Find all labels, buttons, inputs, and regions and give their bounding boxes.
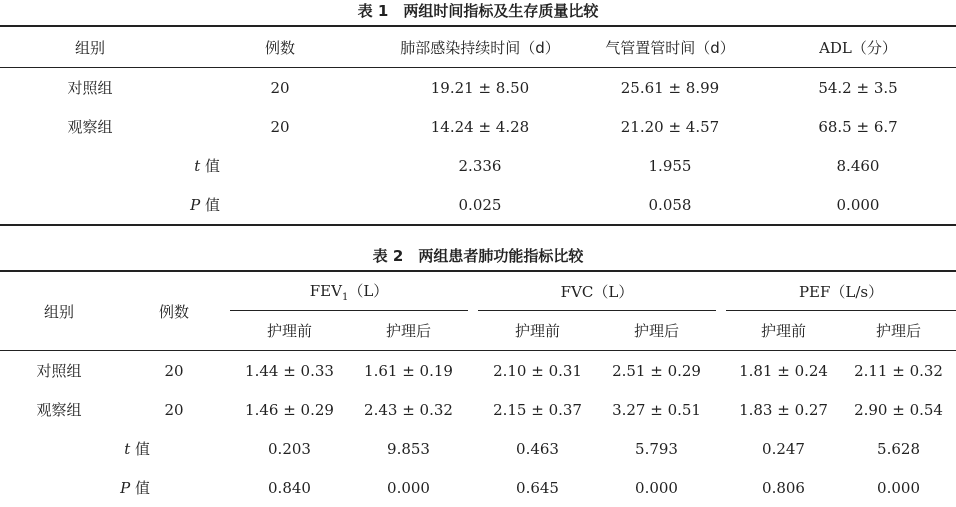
p-value-row	[0, 185, 956, 225]
p-value-row	[0, 468, 956, 507]
p-value-label: P 值	[190, 196, 220, 214]
table2-header-fvc: FVC（L）	[478, 271, 716, 311]
t-value-label: t 值	[194, 157, 220, 175]
value-cell: 0.025	[458, 195, 502, 214]
group-cell: 观察组	[36, 401, 82, 419]
value-cell: 0.203	[268, 439, 311, 458]
value-cell: 0.247	[762, 439, 805, 458]
table2-header-row	[0, 271, 956, 311]
value-cell: 2.43 ± 0.32	[364, 400, 453, 419]
n-cell: 20	[270, 117, 290, 136]
subheader-after: 护理后	[841, 311, 956, 351]
t-value-label: t 值	[124, 440, 150, 458]
table2-header-fev1: $FEV_1(L)$	[230, 271, 468, 311]
table2-header-n: 例数	[118, 271, 230, 351]
table1-header-infection-duration: 肺部感染持续时间（d）	[380, 26, 580, 68]
subheader-before: 护理前	[230, 311, 349, 351]
value-cell: 1.955	[648, 156, 692, 175]
value-cell: 9.853	[387, 439, 430, 458]
value-cell: 1.81 ± 0.24	[739, 361, 828, 380]
t-value-row	[0, 429, 956, 468]
value-cell: 2.90 ± 0.54	[854, 400, 943, 419]
value-cell: 0.058	[648, 195, 692, 214]
value-cell: 14.24 ± 4.28	[430, 117, 530, 136]
table1-header-adl: ADL（分）	[760, 26, 956, 68]
table2	[0, 270, 956, 507]
subheader-after: 护理后	[349, 311, 468, 351]
table1-header-n: 例数	[180, 26, 380, 68]
value-cell: 1.44 ± 0.33	[245, 361, 334, 380]
value-cell: 1.83 ± 0.27	[739, 400, 828, 419]
value-cell: 0.645	[516, 478, 559, 497]
p-value-label: P 值	[120, 479, 150, 497]
table1-header-row	[0, 26, 956, 68]
table1-caption: 表 1 两组时间指标及生存质量比较	[357, 2, 599, 20]
n-cell: 20	[164, 400, 184, 419]
value-cell: 0.000	[387, 478, 430, 497]
subheader-before: 护理前	[726, 311, 841, 351]
value-cell: 21.20 ± 4.57	[620, 117, 720, 136]
value-cell: 0.000	[836, 195, 880, 214]
value-cell: 5.628	[877, 439, 920, 458]
table-row	[0, 390, 956, 429]
value-cell: 2.15 ± 0.37	[493, 400, 582, 419]
subheader-after: 护理后	[597, 311, 716, 351]
table1-header-intubation-time: 气管置管时间（d）	[580, 26, 760, 68]
value-cell: 0.463	[516, 439, 559, 458]
value-cell: 1.46 ± 0.29	[245, 400, 334, 419]
n-cell: 20	[164, 361, 184, 380]
table1-header-group: 组别	[0, 26, 180, 68]
table-row	[0, 351, 956, 391]
value-cell: 2.336	[458, 156, 502, 175]
value-cell: 19.21 ± 8.50	[430, 78, 530, 97]
table1	[0, 25, 956, 226]
group-cell: 对照组	[67, 79, 113, 97]
table-row	[0, 107, 956, 146]
value-cell: 25.61 ± 8.99	[620, 78, 720, 97]
table2-header-pef: PEF（L/s）	[726, 271, 956, 311]
value-cell: 0.840	[268, 478, 311, 497]
table2-header-group: 组别	[0, 271, 118, 351]
value-cell: 2.11 ± 0.32	[854, 361, 943, 380]
t-value-row	[0, 146, 956, 185]
table-row	[0, 68, 956, 108]
group-cell: 对照组	[36, 362, 82, 380]
subheader-before: 护理前	[478, 311, 597, 351]
value-cell: 2.51 ± 0.29	[612, 361, 701, 380]
value-cell: 68.5 ± 6.7	[818, 117, 898, 136]
value-cell: 8.460	[836, 156, 880, 175]
value-cell: 3.27 ± 0.51	[612, 400, 701, 419]
value-cell: 0.000	[635, 478, 678, 497]
value-cell: 1.61 ± 0.19	[364, 361, 453, 380]
value-cell: 5.793	[635, 439, 678, 458]
group-cell: 观察组	[67, 118, 113, 136]
table2-caption: 表 2 两组患者肺功能指标比较	[372, 247, 584, 265]
n-cell: 20	[270, 78, 290, 97]
value-cell: 2.10 ± 0.31	[493, 361, 582, 380]
value-cell: 54.2 ± 3.5	[818, 78, 898, 97]
value-cell: 0.000	[877, 478, 920, 497]
value-cell: 0.806	[762, 478, 805, 497]
